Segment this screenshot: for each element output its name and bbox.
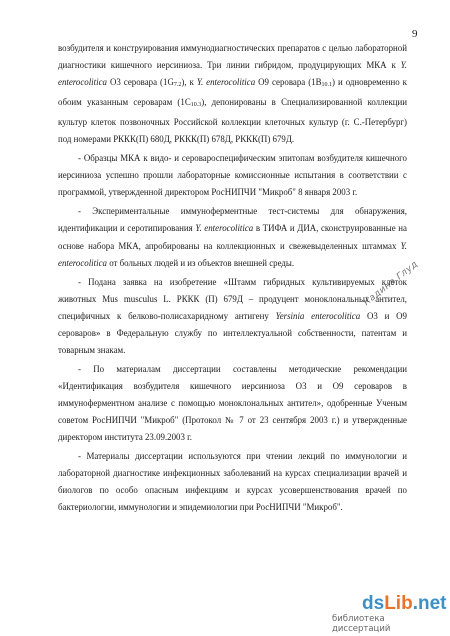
paragraph-p1: [58, 150, 407, 201]
dslib-watermark[interactable]: [332, 593, 447, 634]
text-run: - Экспериментальные иммуноферментные тест-системы для обнаружения, идентификации и серотипирования: [58, 206, 407, 234]
paragraph-p0: [58, 40, 407, 148]
subscript: 7.2: [173, 82, 182, 89]
page-number: 9: [412, 28, 418, 40]
text-run: ) и одновременно к обоим указанным сероварам (1C: [58, 77, 407, 108]
italic-text: Y. enterocolitica: [58, 240, 407, 268]
subscript: 10.3: [190, 102, 202, 109]
watermark-logo-ds: ds: [362, 593, 385, 614]
watermark-logo-net: .net: [412, 593, 447, 614]
text-run: O3 и O9 сероваров» в Федеральную службу по интеллектуальной собственности, патентам и товарным знакам.: [58, 310, 407, 355]
text-run: от больных людей и из объектов внешней среды.: [106, 257, 295, 268]
text-run: ), депонированы в Специализированной коллекции культур клеток позвоночных Российской коллекции клеточных культур (г. С.-Петербург) под номерами РККК(П) 680Д, РККК(П) 678Д, РККК(П) 679Д.: [58, 97, 407, 145]
handwritten-annotation: Кадина Глуд: [362, 259, 421, 308]
text-run: - Материалы диссертации используются при чтении лекций по иммунологии и лабораторной диагностике инфекционных заболеваний на курсах специализации врачей и биологов по особо опасным инфекциям и курсах усовершенствования врачей по бактериологии, иммунологии и эпидемиологии при РосНИПЧИ "Микроб".: [58, 451, 407, 513]
subscript: 10.1: [321, 82, 333, 89]
text-run: - Образцы МКА к видо- и серовароспецифическим эпитопам возбудителя кишечного иерсиниоза успешно прошли лабораторные комиссионные испытания в соответствии с программой, утвержденной директором РосНИПЧИ "Микроб" 8 января 2003 г.: [58, 153, 407, 198]
italic-text: Y. enterocolitica: [195, 223, 254, 234]
paragraph-p5: [58, 448, 407, 516]
paragraph-p2: [58, 203, 407, 271]
italic-text: Yersinia enterocolitica: [275, 310, 361, 321]
paragraph-p4: [58, 361, 407, 446]
watermark-logo-lib: Lib: [384, 593, 413, 614]
text-run: O3 серовара (1G: [106, 77, 174, 88]
text-run: в ТИФА и ДИА, сконструированные на основе набора МКА, апробированы на коллекционных и свежевыделенных штаммах: [58, 223, 407, 251]
document-body: [58, 40, 407, 518]
text-run: возбудителя и конструирования иммунодиагностических препаратов с целью лабораторной диагностики кишечного иерсиниоза. Три линии гибридом, продуцирующих МКА к: [58, 43, 407, 71]
text-run: - По материалам диссертации составлены методические рекомендации «Идентификация возбудителя кишечного иерсиниоза O3 и O9 сероваров в иммуноферментном анализе с помощью моноклональных антител», одобренные Ученым советом РосНИПЧИ "Микроб" (Протокол № 7 от 23 сентября 2003 г.) и утвержденные директором института 23.09.2003 г.: [58, 363, 407, 443]
text-run: O9 серовара (1B: [255, 77, 322, 88]
text-run: - Подана заявка на изобретение «Штамм гибридных культивируемых клеток животных Mus musculus L. РККК (П) 679Д – продуцент моноклональных антител, специфичных к белково-полисахаридному антигену: [58, 276, 407, 321]
watermark-tagline: библиотека диссертаций: [332, 614, 391, 634]
paragraph-p3: [58, 274, 407, 359]
italic-text: Y. enterocolitica: [196, 77, 256, 88]
watermark-logo: [362, 594, 446, 614]
text-run: ), к: [181, 77, 197, 88]
italic-text: Y. enterocolitica: [58, 60, 407, 88]
